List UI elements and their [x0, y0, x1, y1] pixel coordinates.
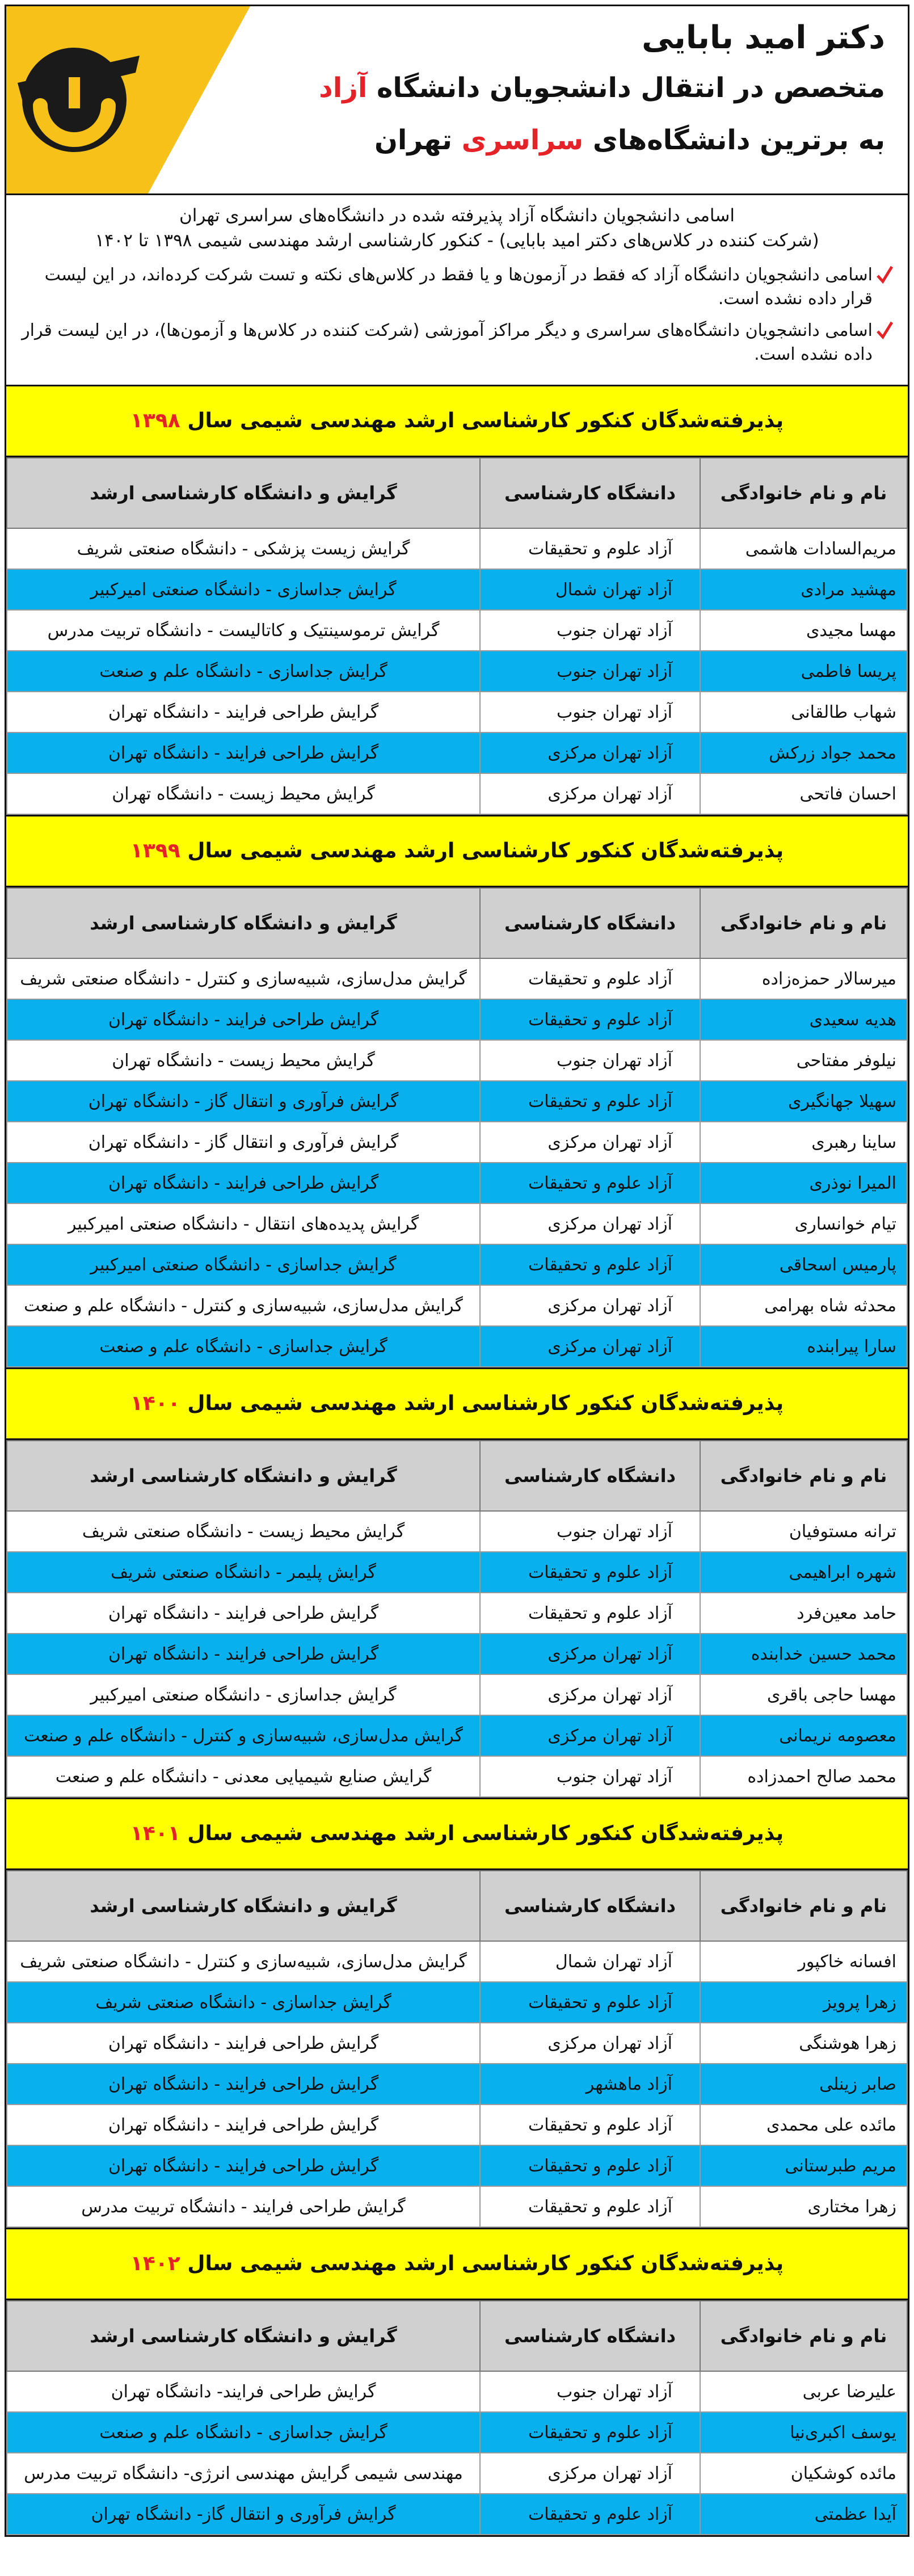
master-field-university: گرایش محیط زیست - دانشگاه صنعتی شریف: [7, 1511, 480, 1552]
table-row: [7, 773, 907, 814]
student-name: زهرا هوشنگی: [700, 2023, 907, 2064]
master-field-university: گرایش محیط زیست - دانشگاه تهران: [7, 1040, 480, 1081]
admissions-table: [6, 457, 908, 815]
master-field-university: گرایش طراحی فرایند - دانشگاه تهران: [7, 2145, 480, 2186]
master-field-university: گرایش پلیمر - دانشگاه صنعتی شریف: [7, 1552, 480, 1593]
table-row: [7, 2453, 907, 2494]
intro-subtitle: (شرکت کننده در کلاس‌های دکتر امید بابایی) - کنکور کارشناسی ارشد مهندسی شیمی ۱۳۹۸ تا ۱۴۰۲: [95, 230, 819, 251]
table-row: [7, 1552, 907, 1593]
master-field-university: گرایش فرآوری و انتقال گاز - دانشگاه تهران: [7, 1081, 480, 1122]
bachelor-university: آزاد تهران شمال: [480, 569, 700, 610]
year-section: [5, 1369, 909, 1799]
section-title: پذیرفته‌شدگان کنکور کارشناسی ارشد مهندسی شیمی سال ۱۳۹۹: [6, 816, 908, 887]
page: [5, 5, 909, 2567]
page-header: [5, 5, 909, 195]
admissions-table: [6, 2300, 908, 2535]
table-row: [7, 1756, 907, 1797]
master-field-university: مهندسی شیمی گرایش مهندسی انرژی- دانشگاه تربیت مدرس: [7, 2453, 480, 2494]
bachelor-university: آزاد تهران شمال: [480, 1941, 700, 1982]
student-name: آیدا عظمتی: [700, 2494, 907, 2535]
student-name: مهسا مجیدی: [700, 610, 907, 651]
column-header-master: گرایش و دانشگاه کارشناسی ارشد: [7, 1441, 480, 1511]
bachelor-university: آزاد تهران مرکزی: [480, 1122, 700, 1163]
student-name: میرسالار حمزه‌زاده: [700, 958, 907, 999]
student-name: زهرا مختاری: [700, 2186, 907, 2227]
section-year: ۱۴۰۲: [130, 2252, 180, 2275]
bachelor-university: آزاد تهران جنوب: [480, 692, 700, 733]
master-field-university: گرایش جداسازی - دانشگاه علم و صنعت: [7, 2412, 480, 2453]
bachelor-university: آزاد تهران مرکزی: [480, 733, 700, 773]
master-field-university: گرایش جداسازی - دانشگاه صنعتی امیرکبیر: [7, 1244, 480, 1285]
year-section: [5, 816, 909, 1369]
year-section: [5, 1799, 909, 2229]
student-name: تیام خوانساری: [700, 1203, 907, 1244]
bachelor-university: آزاد تهران جنوب: [480, 1511, 700, 1552]
master-field-university: گرایش جداسازی - دانشگاه علم و صنعت: [7, 651, 480, 692]
check-icon: [876, 320, 893, 340]
bachelor-university: آزاد علوم و تحقیقات: [480, 2186, 700, 2227]
column-header-name: نام و نام خانوادگی: [700, 1871, 907, 1941]
column-header-name: نام و نام خانوادگی: [700, 458, 907, 528]
student-name: محمد جواد زرکش: [700, 733, 907, 773]
table-row: [7, 2371, 907, 2412]
student-name: هدیه سعیدی: [700, 999, 907, 1040]
master-field-university: گرایش ترموسینتیک و کاتالیست - دانشگاه تربیت مدرس: [7, 610, 480, 651]
student-name: ترانه مستوفیان: [700, 1511, 907, 1552]
table-row: [7, 2104, 907, 2145]
sections-container: [5, 386, 909, 2537]
table-row: [7, 1674, 907, 1715]
bachelor-university: آزاد علوم و تحقیقات: [480, 2104, 700, 2145]
student-name: صابر زینلی: [700, 2064, 907, 2104]
table-row: [7, 1244, 907, 1285]
table-row: [7, 1593, 907, 1634]
master-field-university: گرایش فرآوری و انتقال گاز- دانشگاه تهران: [7, 2494, 480, 2535]
intro-note: اسامی دانشجویان دانشگاه آزاد که فقط در آزمون‌ها و یا فقط در کلاس‌های نکته و تست شرکت کرده‌اند، در این لیست قرار داده نشده است.: [19, 263, 895, 311]
bachelor-university: آزاد علوم و تحقیقات: [480, 528, 700, 569]
student-name: شهاب طالقانی: [700, 692, 907, 733]
master-field-university: گرایش جداسازی - دانشگاه علم و صنعت: [7, 1326, 480, 1367]
admissions-table: [6, 1870, 908, 2228]
bachelor-university: آزاد تهران مرکزی: [480, 1715, 700, 1756]
bachelor-university: آزاد تهران مرکزی: [480, 2453, 700, 2494]
admissions-table: [6, 887, 908, 1367]
column-header-bachelor: دانشگاه کارشناسی: [480, 458, 700, 528]
master-field-university: گرایش طراحی فرایند - دانشگاه تهران: [7, 2064, 480, 2104]
intro-note: اسامی دانشجویان دانشگاه‌های سراسری و دیگر مراکز آموزشی (شرکت کننده در کلاس‌ها و آزمون‌ها)، در این لیست قرار داده نشده است.: [19, 319, 895, 367]
column-header-name: نام و نام خانوادگی: [700, 1441, 907, 1511]
bachelor-university: آزاد تهران جنوب: [480, 651, 700, 692]
bachelor-university: آزاد علوم و تحقیقات: [480, 2494, 700, 2535]
student-name: محدثه شاه بهرامی: [700, 1285, 907, 1326]
header-tagline-1: متخصص در انتقال دانشجویان دانشگاه آزاد: [319, 72, 885, 104]
bachelor-university: آزاد علوم و تحقیقات: [480, 2412, 700, 2453]
student-name: پارمیس اسحاقی: [700, 1244, 907, 1285]
master-field-university: گرایش مدل‌سازی، شبیه‌سازی و کنترل - دانشگاه علم و صنعت: [7, 1285, 480, 1326]
master-field-university: گرایش صنایع شیمیایی معدنی - دانشگاه علم و صنعت: [7, 1756, 480, 1797]
master-field-university: گرایش پدیده‌های انتقال - دانشگاه صنعتی امیرکبیر: [7, 1203, 480, 1244]
master-field-university: گرایش مدل‌سازی، شبیه‌سازی و کنترل - دانشگاه صنعتی شریف: [7, 1941, 480, 1982]
table-header-row: [7, 2301, 907, 2371]
student-name: المیرا نوذری: [700, 1163, 907, 1203]
bachelor-university: آزاد علوم و تحقیقات: [480, 2145, 700, 2186]
student-name: پریسا فاطمی: [700, 651, 907, 692]
table-header-row: [7, 458, 907, 528]
bachelor-university: آزاد علوم و تحقیقات: [480, 1982, 700, 2023]
column-header-bachelor: دانشگاه کارشناسی: [480, 1441, 700, 1511]
year-section: [5, 386, 909, 816]
table-row: [7, 2494, 907, 2535]
student-name: علیرضا عربی: [700, 2371, 907, 2412]
student-name: مهشید مرادی: [700, 569, 907, 610]
brand-logo: [6, 6, 250, 193]
admissions-table: [6, 1440, 908, 1798]
table-header-row: [7, 1441, 907, 1511]
master-field-university: گرایش طراحی فرایند - دانشگاه تهران: [7, 1634, 480, 1674]
section-title: پذیرفته‌شدگان کنکور کارشناسی ارشد مهندسی شیمی سال ۱۴۰۱: [6, 1799, 908, 1870]
table-row: [7, 1040, 907, 1081]
bachelor-university: آزاد ماهشهر: [480, 2064, 700, 2104]
table-row: [7, 999, 907, 1040]
student-name: مائده علی محمدی: [700, 2104, 907, 2145]
table-row: [7, 1285, 907, 1326]
table-row: [7, 569, 907, 610]
student-name: مائده کوشکیان: [700, 2453, 907, 2494]
bachelor-university: آزاد تهران مرکزی: [480, 1285, 700, 1326]
student-name: مریم‌السادات هاشمی: [700, 528, 907, 569]
table-row: [7, 1941, 907, 1982]
column-header-bachelor: دانشگاه کارشناسی: [480, 2301, 700, 2371]
table-row: [7, 958, 907, 999]
table-row: [7, 2023, 907, 2064]
master-field-university: گرایش محیط زیست - دانشگاه تهران: [7, 773, 480, 814]
student-name: افسانه خاکپور: [700, 1941, 907, 1982]
student-name: احسان فاتحی: [700, 773, 907, 814]
column-header-master: گرایش و دانشگاه کارشناسی ارشد: [7, 888, 480, 958]
student-name: یوسف اکبری‌نیا: [700, 2412, 907, 2453]
student-name: مریم طبرستانی: [700, 2145, 907, 2186]
check-icon: [876, 264, 893, 285]
header-tagline-2: به برترین دانشگاه‌های سراسری تهران: [374, 124, 885, 156]
bachelor-university: آزاد علوم و تحقیقات: [480, 1552, 700, 1593]
master-field-university: گرایش جداسازی - دانشگاه صنعتی امیرکبیر: [7, 1674, 480, 1715]
column-header-bachelor: دانشگاه کارشناسی: [480, 1871, 700, 1941]
header-name: دکتر امید بابایی: [642, 19, 885, 56]
master-field-university: گرایش فرآوری و انتقال گاز - دانشگاه تهران: [7, 1122, 480, 1163]
table-row: [7, 1163, 907, 1203]
master-field-university: گرایش مدل‌سازی، شبیه‌سازی و کنترل - دانشگاه علم و صنعت: [7, 1715, 480, 1756]
master-field-university: گرایش طراحی فرایند - دانشگاه تهران: [7, 692, 480, 733]
student-name: محمد حسین خدابنده: [700, 1634, 907, 1674]
table-row: [7, 1715, 907, 1756]
column-header-master: گرایش و دانشگاه کارشناسی ارشد: [7, 2301, 480, 2371]
bachelor-university: آزاد تهران مرکزی: [480, 1674, 700, 1715]
table-row: [7, 1122, 907, 1163]
master-field-university: گرایش زیست پزشکی - دانشگاه صنعتی شریف: [7, 528, 480, 569]
table-header-row: [7, 1871, 907, 1941]
table-row: [7, 2186, 907, 2227]
section-title: پذیرفته‌شدگان کنکور کارشناسی ارشد مهندسی شیمی سال ۱۳۹۸: [6, 386, 908, 457]
student-name: نیلوفر مفتاحی: [700, 1040, 907, 1081]
bachelor-university: آزاد تهران مرکزی: [480, 1634, 700, 1674]
student-name: ساینا رهبری: [700, 1122, 907, 1163]
intro-box: [5, 195, 909, 386]
master-field-university: گرایش طراحی فرایند - دانشگاه تهران: [7, 733, 480, 773]
master-field-university: گرایش طراحی فرایند - دانشگاه تهران: [7, 2023, 480, 2064]
student-name: محمد صالح احمدزاده: [700, 1756, 907, 1797]
section-year: ۱۴۰۱: [130, 1822, 180, 1845]
bachelor-university: آزاد علوم و تحقیقات: [480, 958, 700, 999]
student-name: زهرا پرویز: [700, 1982, 907, 2023]
master-field-university: گرایش جداسازی - دانشگاه صنعتی امیرکبیر: [7, 569, 480, 610]
section-year: ۱۳۹۹: [130, 839, 180, 862]
student-name: مهسا حاجی باقری: [700, 1674, 907, 1715]
section-title: پذیرفته‌شدگان کنکور کارشناسی ارشد مهندسی شیمی سال ۱۴۰۰: [6, 1369, 908, 1440]
table-row: [7, 2064, 907, 2104]
master-field-university: گرایش طراحی فرایند - دانشگاه تهران: [7, 2104, 480, 2145]
bachelor-university: آزاد علوم و تحقیقات: [480, 1163, 700, 1203]
table-row: [7, 692, 907, 733]
student-name: شهره ابراهیمی: [700, 1552, 907, 1593]
student-name: سارا پیرابنده: [700, 1326, 907, 1367]
student-name: سهیلا جهانگیری: [700, 1081, 907, 1122]
table-row: [7, 1634, 907, 1674]
section-title: پذیرفته‌شدگان کنکور کارشناسی ارشد مهندسی شیمی سال ۱۴۰۲: [6, 2229, 908, 2300]
master-field-university: گرایش طراحی فرایند - دانشگاه تهران: [7, 1593, 480, 1634]
table-row: [7, 733, 907, 773]
table-row: [7, 1203, 907, 1244]
bachelor-university: آزاد تهران مرکزی: [480, 773, 700, 814]
table-row: [7, 610, 907, 651]
column-header-name: نام و نام خانوادگی: [700, 2301, 907, 2371]
column-header-name: نام و نام خانوادگی: [700, 888, 907, 958]
bachelor-university: آزاد تهران مرکزی: [480, 1326, 700, 1367]
table-row: [7, 2145, 907, 2186]
master-field-university: گرایش طراحی فرایند - دانشگاه تهران: [7, 1163, 480, 1203]
year-section: [5, 2229, 909, 2537]
master-field-university: گرایش جداسازی - دانشگاه صنعتی شریف: [7, 1982, 480, 2023]
bachelor-university: آزاد تهران جنوب: [480, 610, 700, 651]
master-field-university: گرایش طراحی فرایند - دانشگاه تهران: [7, 999, 480, 1040]
table-row: [7, 651, 907, 692]
bachelor-university: آزاد تهران مرکزی: [480, 2023, 700, 2064]
bachelor-university: آزاد علوم و تحقیقات: [480, 1081, 700, 1122]
table-row: [7, 2412, 907, 2453]
section-year: ۱۳۹۸: [130, 409, 180, 432]
table-row: [7, 1511, 907, 1552]
master-field-university: گرایش طراحی فرایند - دانشگاه تربیت مدرس: [7, 2186, 480, 2227]
column-header-bachelor: دانشگاه کارشناسی: [480, 888, 700, 958]
column-header-master: گرایش و دانشگاه کارشناسی ارشد: [7, 458, 480, 528]
table-header-row: [7, 888, 907, 958]
student-name: حامد معین‌فرد: [700, 1593, 907, 1634]
column-header-master: گرایش و دانشگاه کارشناسی ارشد: [7, 1871, 480, 1941]
bachelor-university: آزاد تهران مرکزی: [480, 1203, 700, 1244]
bachelor-university: آزاد علوم و تحقیقات: [480, 1244, 700, 1285]
table-row: [7, 1081, 907, 1122]
bachelor-university: آزاد علوم و تحقیقات: [480, 999, 700, 1040]
bachelor-university: آزاد تهران جنوب: [480, 1040, 700, 1081]
table-row: [7, 1982, 907, 2023]
intro-title: اسامی دانشجویان دانشگاه آزاد پذیرفته شده در دانشگاه‌های سراسری تهران: [179, 205, 735, 226]
bachelor-university: آزاد تهران جنوب: [480, 2371, 700, 2412]
student-name: معصومه نریمانی: [700, 1715, 907, 1756]
bachelor-university: آزاد علوم و تحقیقات: [480, 1593, 700, 1634]
section-year: ۱۴۰۰: [130, 1392, 180, 1415]
table-row: [7, 1326, 907, 1367]
bachelor-university: آزاد تهران جنوب: [480, 1756, 700, 1797]
master-field-university: گرایش مدل‌سازی، شبیه‌سازی و کنترل - دانشگاه صنعتی شریف: [7, 958, 480, 999]
table-row: [7, 528, 907, 569]
master-field-university: گرایش طراحی فرایند- دانشگاه تهران: [7, 2371, 480, 2412]
